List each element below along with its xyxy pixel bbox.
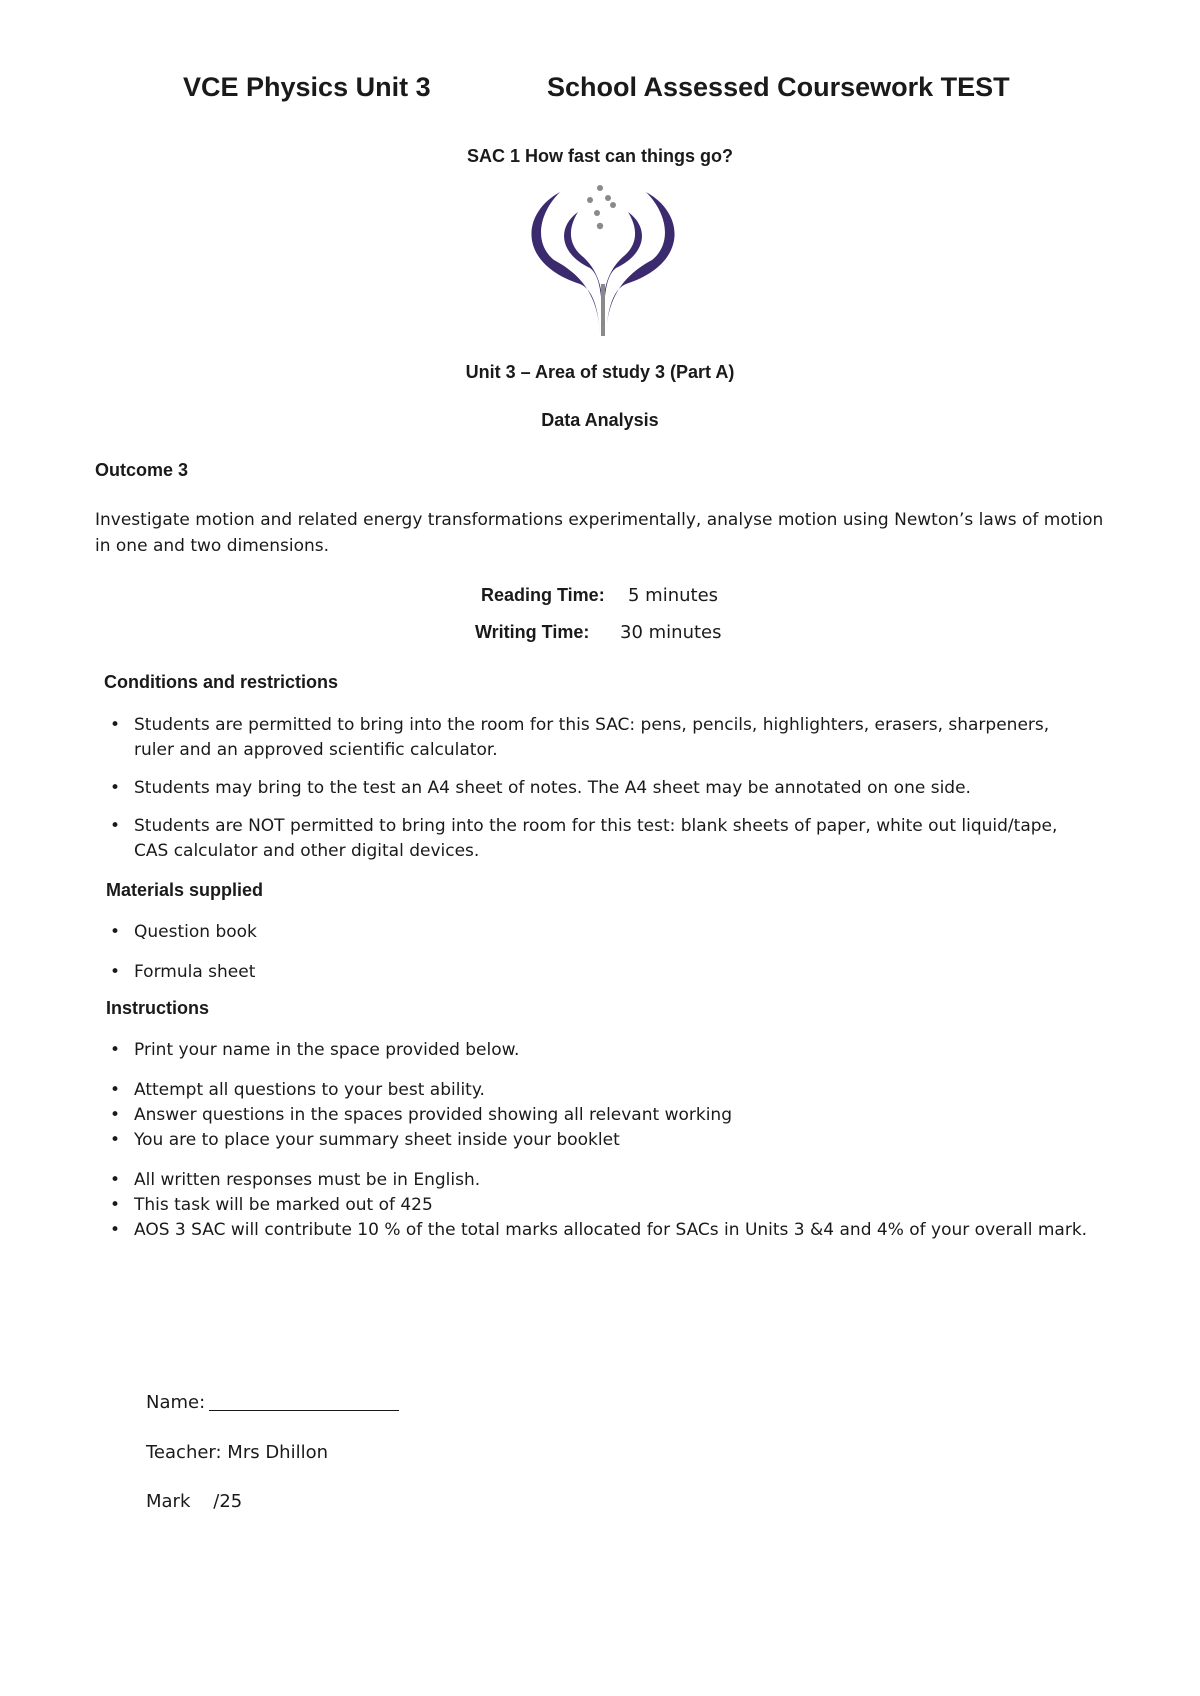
unit-area: Unit 3 – Area of study 3 (Part A) — [465, 362, 735, 382]
list-item: • Answer questions in the spaces provided showing all relevant working — [108, 1103, 1118, 1128]
conditions-heading: Conditions and restrictions — [104, 672, 339, 692]
school-crest-logo-icon — [520, 184, 686, 336]
name-blank-line — [209, 1392, 399, 1411]
instructions-heading: Instructions — [106, 998, 210, 1018]
reading-time-value: 5 minutes — [628, 585, 719, 606]
mark-line: Mark /25 — [146, 1491, 243, 1512]
materials-list — [108, 920, 1068, 985]
materials-heading: Materials supplied — [106, 880, 264, 900]
list-item: • Attempt all questions to your best ability. — [108, 1078, 1118, 1103]
list-item: • Question book — [108, 920, 1068, 945]
list-item: • You are to place your summary sheet inside your booklet — [108, 1128, 1118, 1153]
list-item: • Students may bring to the test an A4 sheet of notes. The A4 sheet may be annotated on one side. — [108, 776, 1068, 801]
section-title: Data Analysis — [541, 410, 659, 430]
sac-title: SAC 1 How fast can things go? — [466, 146, 734, 166]
list-item: • Print your name in the space provided below. — [108, 1038, 1118, 1063]
list-item: • Formula sheet — [108, 960, 1068, 985]
instructions-list — [108, 1038, 1118, 1243]
writing-time-value: 30 minutes — [620, 622, 722, 643]
title-row — [0, 72, 1200, 112]
outcome-heading: Outcome 3 — [95, 460, 189, 480]
name-label: Name: — [146, 1392, 206, 1413]
assessment-title: School Assessed Coursework TEST — [547, 72, 1010, 102]
list-item: • All written responses must be in English. — [108, 1168, 1118, 1193]
course-title: VCE Physics Unit 3 — [183, 72, 431, 102]
writing-time-label: Writing Time: — [475, 622, 590, 642]
list-item: • Students are NOT permitted to bring into the room for this test: blank sheets of paper, white out liquid/tape, CAS calculator and other digital devices. — [108, 814, 1068, 864]
list-item: • This task will be marked out of 425 — [108, 1193, 1118, 1218]
list-item: • AOS 3 SAC will contribute 10 % of the total marks allocated for SACs in Units 3 &4 and 4% of your overall mark. — [108, 1218, 1118, 1243]
teacher-line: Teacher: Mrs Dhillon — [146, 1442, 329, 1463]
list-item: • Students are permitted to bring into the room for this SAC: pens, pencils, highlighters, erasers, sharpeners, ruler and an approved scientific calculator. — [108, 713, 1068, 763]
name-field-row — [146, 1392, 399, 1413]
reading-time-label: Reading Time: — [481, 585, 605, 605]
conditions-list — [108, 713, 1068, 864]
outcome-description: Investigate motion and related energy transformations experimentally, analyse motion using Newton’s laws of motion in one and two dimensions. — [95, 510, 1104, 556]
